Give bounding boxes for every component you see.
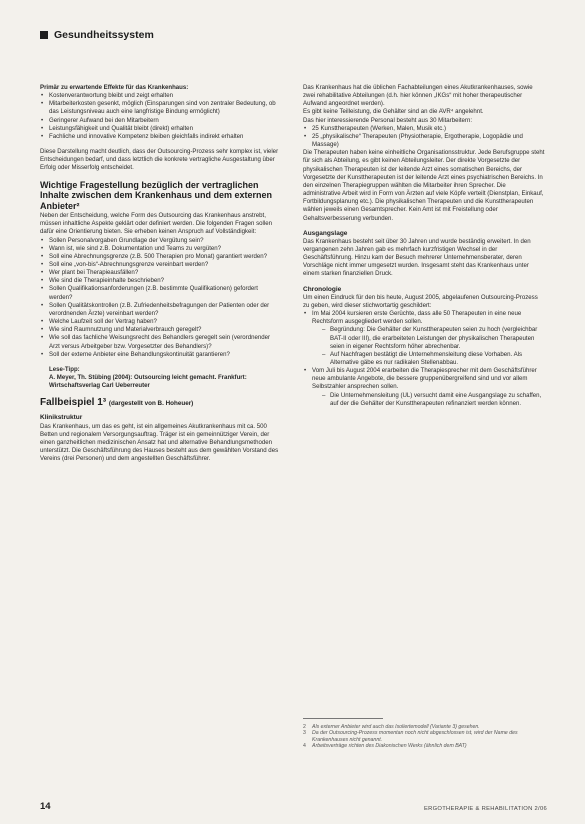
paragraph: Das Krankenhaus, um das es geht, ist ein allgemeines Akutkrankenhaus mit ca. 500 Betten und regionalem Versorgungsauftrag. Träger ist ein gemeinnütziger Verein, der einen ganzheitlichen medizinischen Ansatz hat und alternative Behandlungsmethoden unterstützt. Die Geschäftsführung des Hauses besteht aus dem gewählten Vorstand des Vereins (drei Personen) und dem angestellten Geschäftsführer. xyxy=(40,422,279,463)
section-heading: Wichtige Fragestellung bezüglich der vertraglichen Inhalte zwischen dem Krankenhaus und dem externen Anbieter² xyxy=(40,179,273,211)
list-item: • Sollen Personalvorgaben Grundlage der Vergütung sein? xyxy=(40,237,282,245)
list-item: • Wann ist, wie sind z.B. Dokumentation und Teams zu vergüten? xyxy=(40,245,282,253)
footnote-text: Da der Outsourcing-Prozess momentan noch nicht abgeschlossen ist, wird der Name des Krankenhauses nicht genannt. xyxy=(312,730,518,743)
left-column xyxy=(40,84,282,463)
paragraph: Diese Darstellung macht deutlich, dass der Outsourcing-Prozess sehr komplex ist, vieler Entscheidungen bedarf, und dass letztlich die konkrete vertragliche Ausgestaltung über Erfolg oder Misserfolg entscheidet. xyxy=(40,148,279,172)
list-item: • Wie sind Raumnutzung und Materialverbrauch geregelt? xyxy=(40,326,282,334)
footnote xyxy=(303,730,547,743)
list-item: • Geringerer Aufwand bei den Mitarbeitern xyxy=(40,117,282,125)
intro-heading: Primär zu erwartende Effekte für das Krankenhaus: xyxy=(40,84,189,91)
sub-list-item: – Begründung: Die Gehälter der Kunsttherapeuten seien zu hoch (vergleichbar BAT-II oder III), die erarbeiteten Leistungen der physikalischen Therapeuten seien in eigener Rechtsform höher abrechenbar. xyxy=(312,326,545,350)
subsection-heading: Chronologie xyxy=(303,285,342,293)
footnote-number: 2 xyxy=(303,723,306,730)
footnote-number: 3 xyxy=(303,730,306,737)
footnote-text: Arbeitsverträge richten des Diakonischen Werks (ähnlich dem BAT) xyxy=(312,743,467,750)
read-tip-label: Lese-Tipp: xyxy=(49,365,80,373)
list-item: • Mitarbeiterkosten gesenkt, möglich (Einsparungen sind von zentraler Bedeutung, ob das Leistungsniveau auch eine langfristige Bindung ermöglicht) xyxy=(40,100,282,116)
paragraph: Um einen Eindruck für den bis heute, August 2005, abgelaufenen Outsourcing-Prozess zu geben, wird dieser stichwortartig geschildert: xyxy=(303,293,538,309)
list-item xyxy=(303,310,545,367)
list-item: • Welche Laufzeit soll der Vertrag haben? xyxy=(40,318,282,326)
footnotes xyxy=(303,718,547,750)
section-header xyxy=(40,28,154,42)
right-column xyxy=(303,84,545,408)
paragraph: Das Krankenhaus hat die üblichen Fachabteilungen eines Akutkrankenhauses, sowie zwei rehabilitative Abteilungen (d.h. hier können „IKGs“ mit hoher therapeutischer Aufwand angeordnet werden). xyxy=(303,84,533,108)
list-item xyxy=(303,367,545,408)
section-title: Gesundheitssystem xyxy=(54,28,154,41)
list-item: • Wie soll das fachliche Weisungsrecht des Behandlers geregelt sein (verordnender Arzt versus Arbeitgeber bzw. Vorgesetzter des Behandlers)? xyxy=(40,334,282,350)
page-number: 14 xyxy=(40,801,51,812)
list-item: • 25 Kunsttherapeuten (Werken, Malen, Musik etc.) xyxy=(303,125,545,133)
list-item: • Soll eine „von-bis“-Abrechnungsgrenze vereinbart werden? xyxy=(40,261,282,269)
read-tip-text: A. Meyer, Th. Stübing (2004): Outsourcing leicht gemacht. Frankfurt: Wirtschaftsverlag Carl Ueberreuter xyxy=(49,374,247,390)
subsection-heading: Klinikstruktur xyxy=(40,414,83,422)
list-item: • Wer plant bei Therapieausfällen? xyxy=(40,269,282,277)
sub-list-item: – Die Unternehmensleitung (UL) versucht damit eine Ausgangslage zu schaffen, auf der die Gehälter der Kunsttherapeuten refinanziert werden können. xyxy=(312,392,545,408)
paragraph: Neben der Entscheidung, welche Form des Outsourcing das Krankenhaus anstrebt, müssen inhaltliche Aspekte geklärt oder definiert werden. Die folgenden Fragen sollen dafür eine Orientierung bieten. Sie erheben keinen Anspruch auf Vollständigkeit: xyxy=(40,212,273,236)
list-item: • Fachliche und innovative Kompetenz bleiben gleichfalls indirekt erhalten xyxy=(40,133,282,141)
read-tip xyxy=(40,366,282,390)
list-item: • Sollen Qualitätskontrollen (z.B. Zufriedenheitsbefragungen der Patienten oder der verordnenden Ärzte) vereinbart werden? xyxy=(40,302,282,318)
case-title: Fallbeispiel 1³ xyxy=(40,397,107,409)
sub-list xyxy=(312,326,545,367)
paragraph: Die Therapeuten haben keine einheitliche Organisationsstruktur. Jede Berufsgruppe steht für sich als Abteilung, es gibt keinen Abteilungsleiter. Der direkte Vorgesetzte der physikalischen Therapeuten ist der leitende Arzt eines somatischen Bereichs, der Vorgesetzte der Kunsttherapeuten ist der leitende Arzt eines psychiatrischen Bereichs. In den einzelnen Therapiegruppen wählten die Mitarbeiter ihren Sprecher. Die administrative Arbeit wird in Form von Ärzten auf viele Köpfe verteilt (Dienstplan, Einkauf, Fortbildungsplanung etc.). Die physikalischen Therapeuten und die Kunsttherapeuten wählen jeweils einen Gesamtsprecher. Kein Amt ist mit Freistellung oder Gehaltsverbesserung verbunden. xyxy=(303,149,545,222)
footnote-text: Als externer Anbieter wird auch das Isoliertemodell (Variante 3) gesehen. xyxy=(312,723,480,730)
list-item: • 25 „physikalische“ Therapeuten (Physiotherapie, Ergotherapie, Logopädie und Massage) xyxy=(303,133,545,149)
intro-list xyxy=(40,92,282,141)
footnote-divider xyxy=(303,718,383,719)
sub-list-item: – Auf Nachfragen bestätigt die Unternehmensleitung diese Vorhaben. Als Alternative gäbe es nur radikalen Stellenabbau. xyxy=(312,351,545,367)
subsection-heading: Ausgangslage xyxy=(303,229,348,237)
list-item: • Sollen Qualifikationsanforderungen (z.B. bestimmte Qualifikationen) gefordert werden? xyxy=(40,285,282,301)
list-item: • Kostenverantwortung bleibt und zeigt erhalten xyxy=(40,92,282,100)
paragraph: Das Krankenhaus besteht seit über 30 Jahren und wurde beständig erweitert. In den vergangenen zehn Jahren gab es mehrfach kurzfristigen Wechsel in der Geschäftsführung. Hinzu kam der Besuch mehrerer Unternehmensberater, deren Vorschläge nicht immer umgesetzt wurden. Insgesamt steht das Krankenhaus unter einem starken finanziellen Druck. xyxy=(303,237,531,278)
list-item-text: Vom Juli bis August 2004 erarbeiten die Therapiesprecher mit dem Geschäftsführer neue ambulante Angebote, die bessere gruppenübergreifend sind und vor allem Selbstzahler ansprechen sollen. xyxy=(312,367,537,391)
list-item: • Soll der externe Anbieter eine Behandlungskontinuität garantieren? xyxy=(40,351,282,359)
paragraph: Es gibt keine Teilleistung, die Gehälter sind an die AVR⁴ angelehnt. xyxy=(303,108,484,116)
footnote xyxy=(303,743,547,750)
question-list xyxy=(40,237,282,359)
magazine-name: ERGOTHERAPIE & REHABILITATION 2/06 xyxy=(423,806,547,812)
paragraph: Das hier interessierende Personal besteht aus 30 Mitarbeitern: xyxy=(303,116,473,124)
list-item: • Soll eine Abrechnungsgrenze (z.B. 500 Therapien pro Monat) garantiert werden? xyxy=(40,253,282,261)
footnote xyxy=(303,724,547,731)
list-item: • Leistungsfähigkeit und Qualität bleibt (direkt) erhalten xyxy=(40,125,282,133)
list-item-text: Im Mai 2004 kursieren erste Gerüchte, dass alle 50 Therapeuten in eine neue Rechtsform ausgegliedert werden sollen. xyxy=(312,310,522,326)
chronology-list xyxy=(303,310,545,408)
staff-list xyxy=(303,125,545,149)
case-author: (dargestellt von B. Hoheuer) xyxy=(108,400,194,408)
header-square-icon xyxy=(40,31,48,39)
footnote-number: 4 xyxy=(303,743,306,750)
sub-list xyxy=(312,392,545,408)
case-heading xyxy=(40,397,282,410)
list-item: • Wie sind die Therapieinhalte beschrieben? xyxy=(40,277,282,285)
